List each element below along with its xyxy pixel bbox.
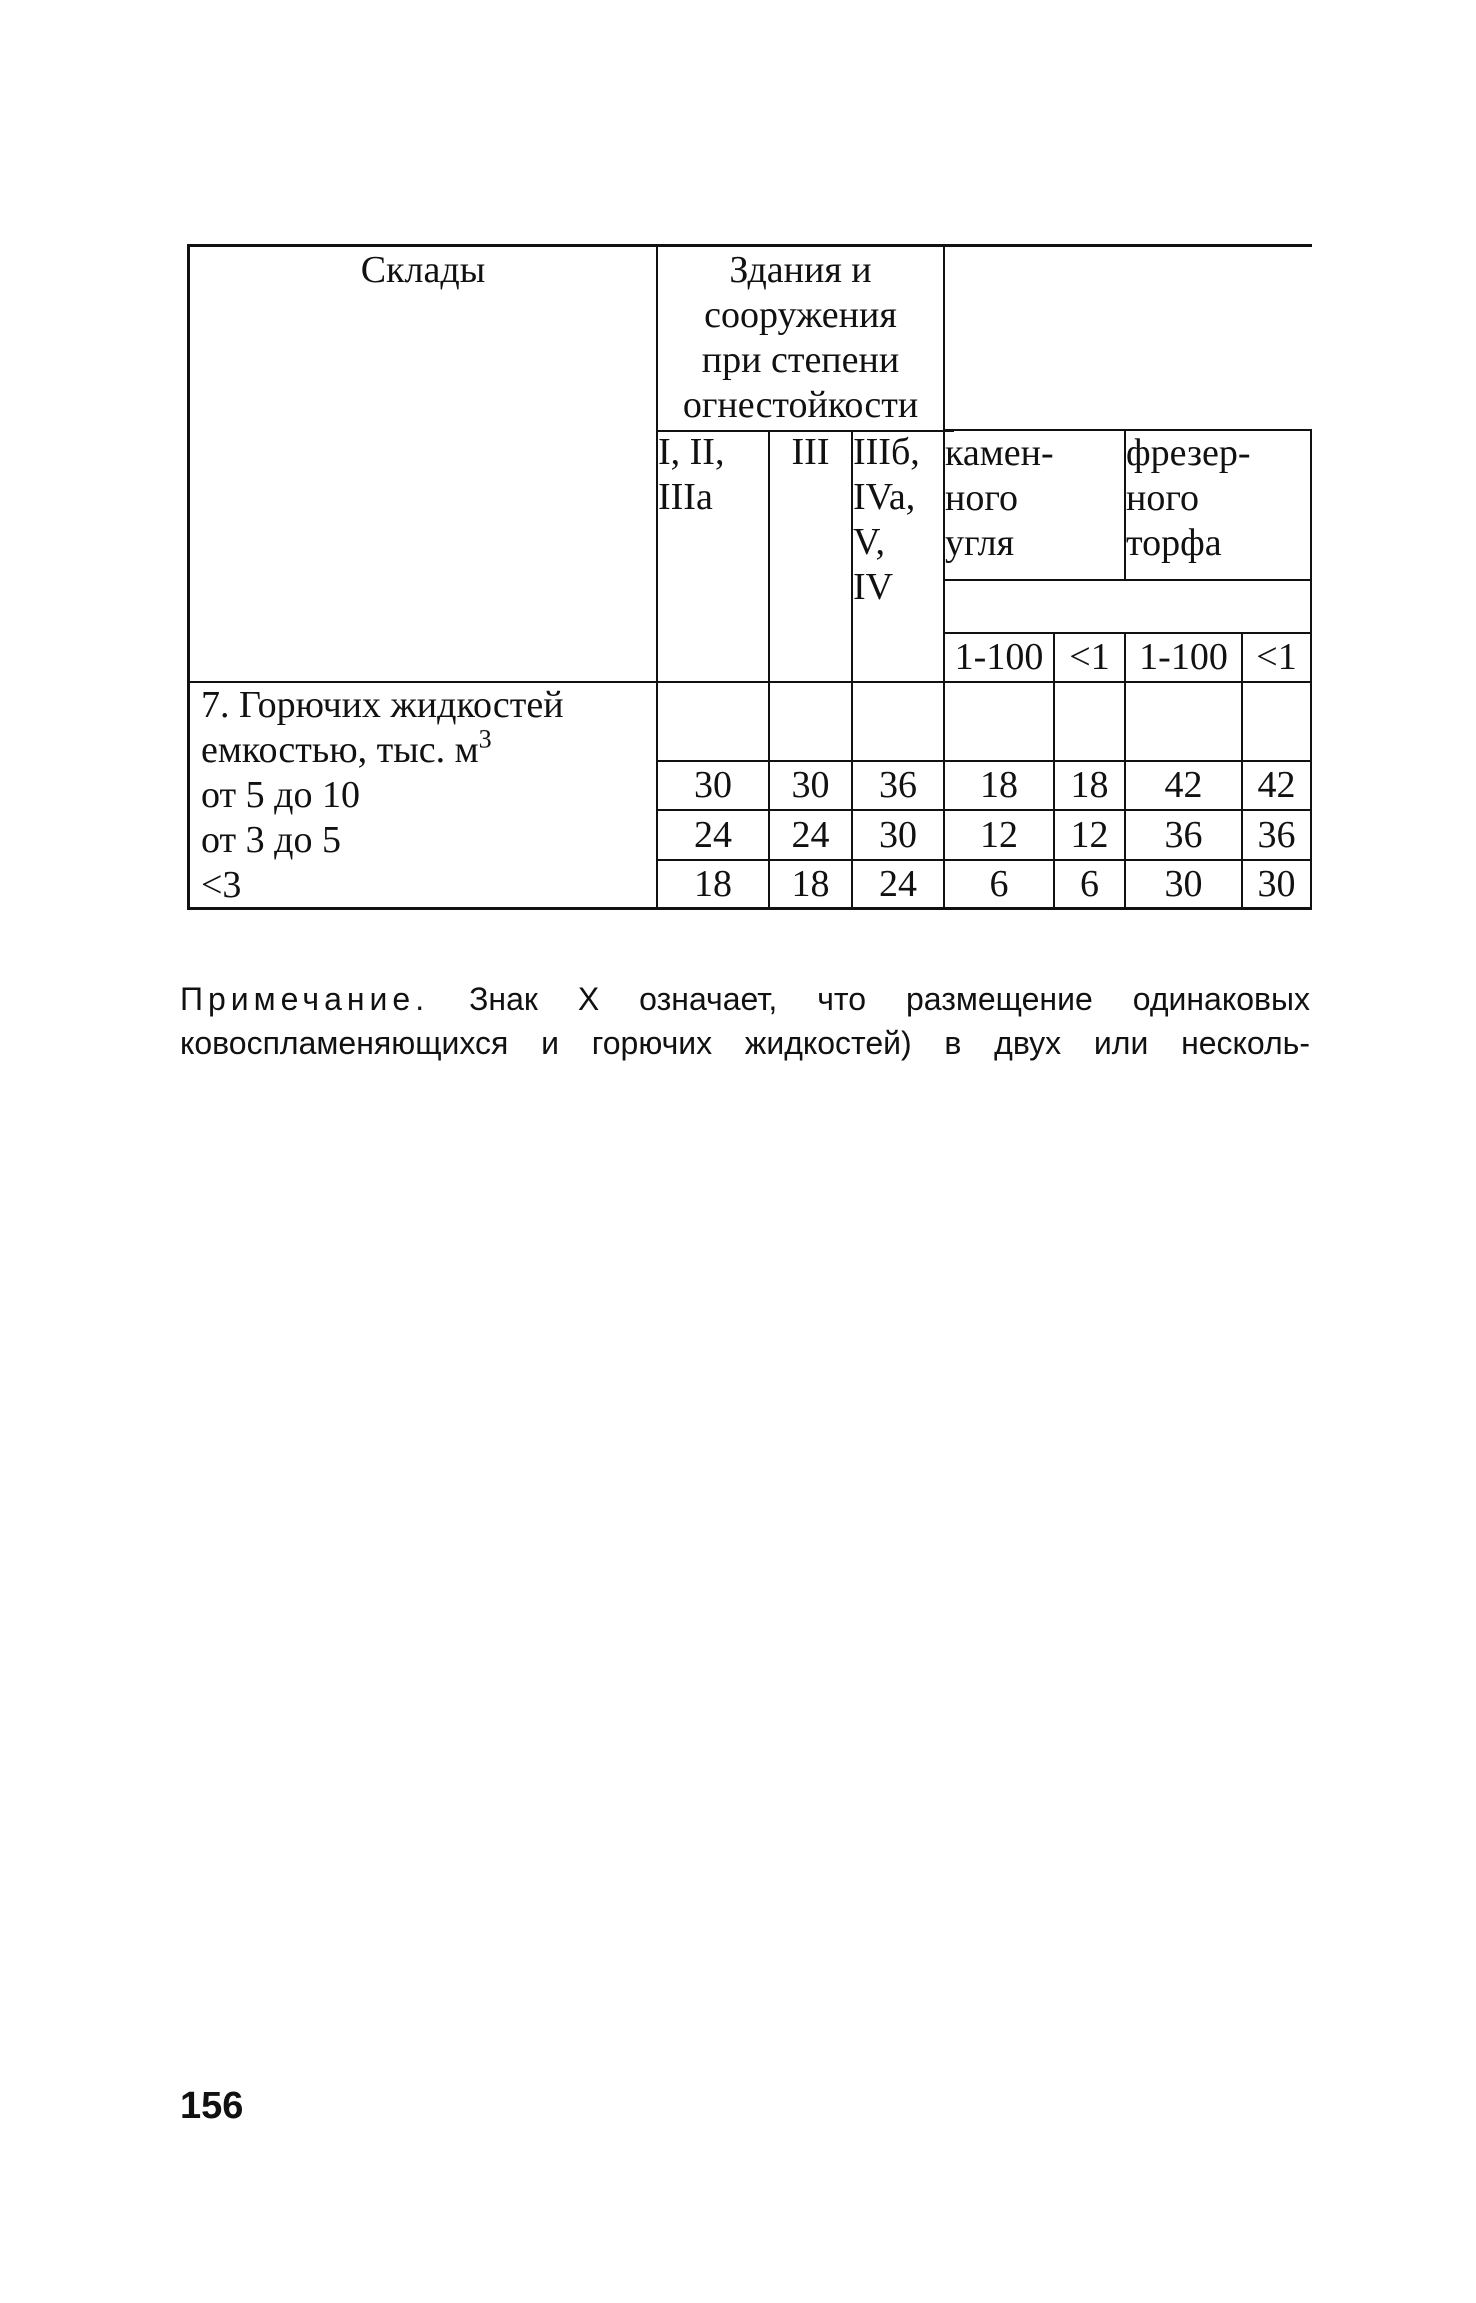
table-cell: 36 (1257, 813, 1296, 856)
table-cell: 24 (879, 862, 917, 905)
header-grade-3: IIIб, IVa, V, IV (853, 431, 920, 608)
table-cell: 30 (694, 764, 732, 806)
category-label: 7. Горючих жидкостей (201, 684, 564, 726)
header-peat-sub-1: 1-100 (1139, 636, 1228, 678)
table-top-border (187, 244, 1312, 247)
table-cell: 42 (1164, 764, 1203, 806)
table-bottom-border (187, 907, 1312, 910)
table-cell: 30 (879, 813, 917, 856)
row-label-1: от 5 до 10 (201, 774, 360, 816)
note-line-2: ковоспламеняющихся и горючих жидкостей) в двух или несколь- (180, 1025, 1310, 1061)
table-cell: 42 (1257, 764, 1296, 806)
header-warehouses: Склады (360, 249, 486, 291)
header-grade-1: I, II, IIIa (658, 431, 725, 518)
header-buildings-line: огнестойкости (682, 384, 919, 426)
header-coal-sub-2: <1 (1069, 636, 1110, 678)
unit-exponent: 3 (478, 724, 492, 754)
table-cell: 36 (879, 764, 917, 806)
header-buildings (658, 248, 943, 428)
table-cell: 6 (989, 862, 1009, 905)
table-cell: 24 (694, 813, 732, 856)
table-cell: 18 (980, 764, 1018, 806)
table-cell: 24 (791, 813, 830, 856)
header-buildings-line: сооружения (704, 294, 897, 336)
table-cell: 30 (791, 764, 830, 806)
row-label-3: <3 (201, 864, 242, 906)
table-cell: 36 (1164, 813, 1203, 856)
header-coal-sub-1: 1-100 (954, 636, 1044, 678)
table-note (180, 977, 1310, 1065)
table-cell: 18 (791, 862, 830, 905)
header-grade-2: III (791, 431, 830, 473)
table-cell: 12 (1070, 813, 1109, 856)
note-line-1: Примечание. Знак X означает, что размещение одинаковых (180, 981, 1311, 1017)
header-buildings-line: Здания и (729, 249, 872, 291)
row-label-2: от 3 до 5 (201, 819, 341, 861)
table-cell: 30 (1164, 862, 1203, 905)
table-right-border (1310, 429, 1312, 910)
note-label: Примечание. (180, 981, 430, 1017)
table-cell: 18 (1070, 764, 1109, 806)
table-left-border (187, 244, 190, 910)
header-buildings-line: при степени (701, 339, 900, 381)
category-unit-label: емкостью, тыс. $м^3$ (201, 724, 492, 771)
table-cell: 12 (980, 813, 1018, 856)
page-number: 156 (180, 2085, 244, 2127)
fuel-header-bottom-line (945, 579, 1312, 581)
table-cell: 18 (694, 862, 732, 905)
header-peat: фрезер- ного торфа (1126, 432, 1251, 564)
header-coal: камен- ного угля (945, 432, 1054, 564)
table-cell: 6 (1080, 862, 1099, 905)
header-peat-sub-2: <1 (1256, 636, 1297, 678)
table-cell: 30 (1257, 862, 1296, 905)
